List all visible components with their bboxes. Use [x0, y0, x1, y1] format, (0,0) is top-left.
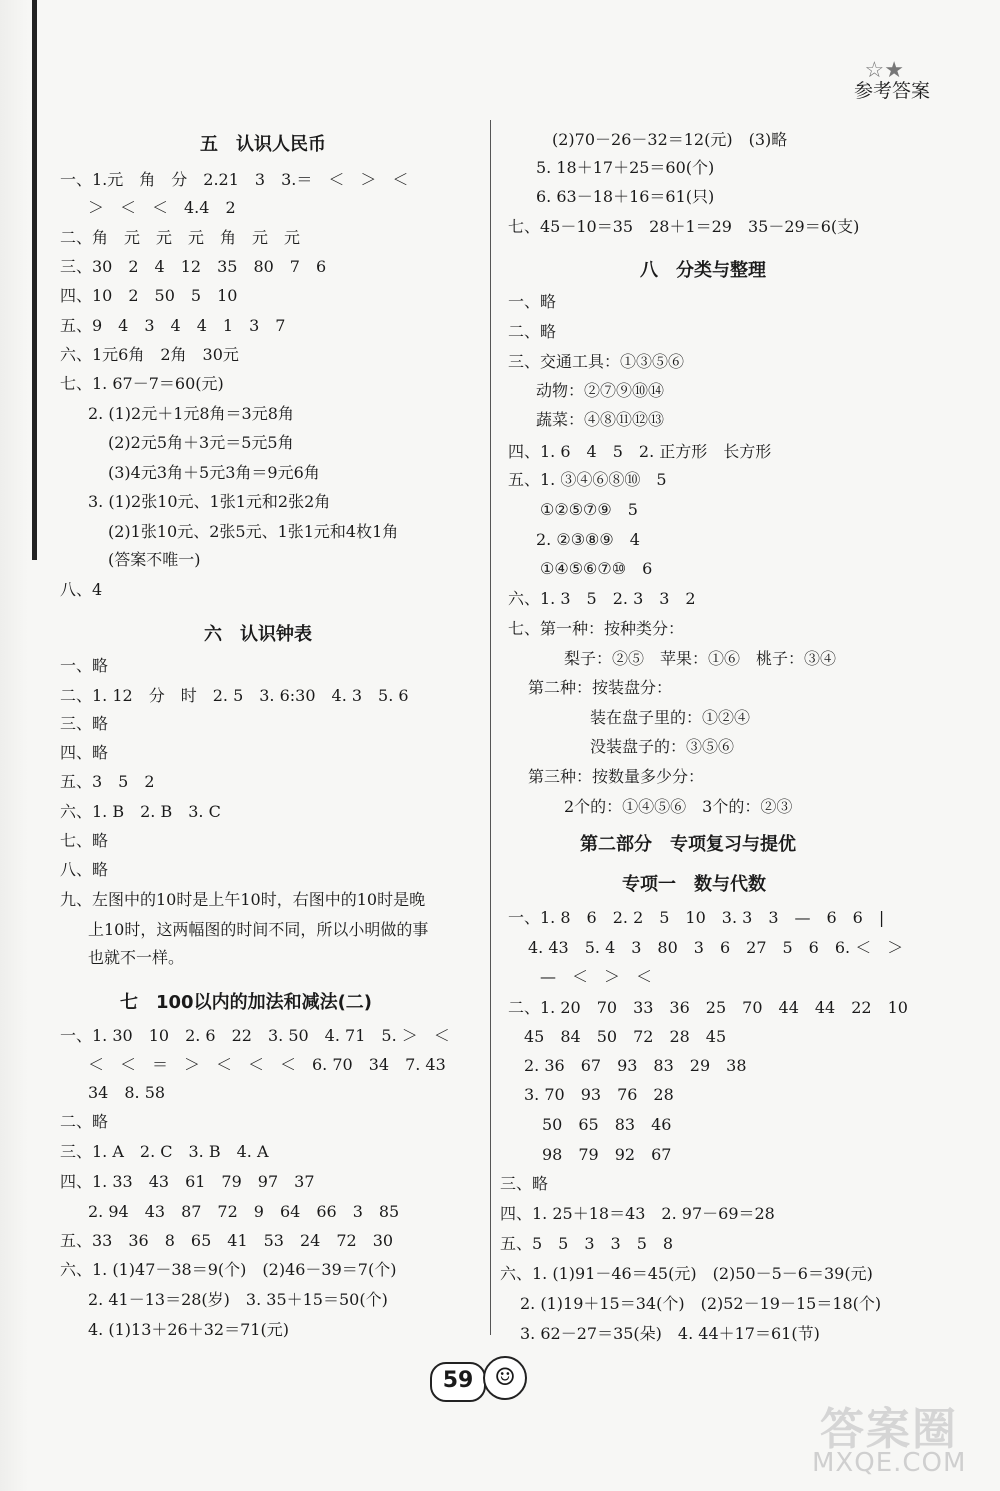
- section-title: 五 认识人民币: [200, 134, 326, 155]
- watermark-logo: 答案圈: [820, 1404, 958, 1455]
- answer-line: 三、略: [500, 1174, 549, 1193]
- answer-line: 九、左图中的10时是上午10时，右图中的10时是晚: [60, 890, 426, 909]
- page-binding-edge: [0, 0, 28, 1491]
- answer-line: 2. (1)19＋15＝34(个) (2)52－19－15＝18(个): [520, 1294, 882, 1313]
- answer-line: 2. 41－13＝28(岁) 3. 35＋15＝50(个): [88, 1290, 388, 1309]
- answer-line: 七、1. 67－7＝60(元): [60, 374, 224, 393]
- section-title: 七 100以内的加法和减法(二): [120, 992, 373, 1013]
- answer-line: 2. 36 67 93 83 29 38: [524, 1056, 747, 1075]
- answer-line: 没装盘子的：③⑤⑥: [590, 737, 735, 756]
- answer-line: 四、1. 6 4 5 2. 正方形 长方形: [508, 442, 772, 461]
- answer-line: 一、1. 8 6 2. 2 5 10 3. 3 3 — 6 6 |: [508, 908, 885, 927]
- answer-line: 45 84 50 72 28 45: [524, 1027, 727, 1046]
- answer-line: 6. 63－18＋16＝61(只): [536, 187, 715, 206]
- section-title: 第二部分 专项复习与提优: [580, 834, 796, 855]
- answer-line: 八、略: [60, 860, 109, 879]
- answer-line: 4. (1)13＋26＋32＝71(元): [88, 1320, 289, 1339]
- answer-line: 三、略: [60, 714, 109, 733]
- answer-line: 第二种：按装盘分：: [528, 678, 673, 697]
- answer-line: 动物：②⑦⑨⑩⑭: [536, 381, 665, 400]
- answer-line: ①④⑤⑥⑦⑩ 6: [540, 559, 653, 578]
- answer-line: 2个的：①④⑤⑥ 3个的：②③: [564, 797, 793, 816]
- binding-mark: [32, 0, 37, 560]
- answer-line: 50 65 83 46: [542, 1115, 672, 1134]
- answer-line: 3. 70 93 76 28: [524, 1085, 674, 1104]
- answer-line: 三、30 2 4 12 35 80 7 6: [60, 257, 327, 276]
- answer-line: 五、33 36 8 65 41 53 24 72 30: [60, 1231, 394, 1250]
- column-divider: [490, 120, 491, 1335]
- answer-line: 第三种：按数量多少分：: [528, 767, 705, 786]
- answer-line: 一、1.元 角 分 2.21 3 3.＝ ＜ ＞ ＜: [60, 170, 409, 189]
- answer-line: (2)1张10元、2张5元、1张1元和4枚1角: [108, 522, 399, 541]
- section-title: 八 分类与整理: [640, 260, 766, 281]
- answer-line: 3. (1)2张10元、1张1元和2张2角: [88, 492, 331, 511]
- answer-line: (答案不唯一): [108, 550, 201, 569]
- answer-line: 二、略: [60, 1112, 109, 1131]
- answer-line: 98 79 92 67: [542, 1145, 672, 1164]
- answer-line: 4. 43 5. 4 3 80 3 6 27 5 6 6. ＜ ＞: [528, 938, 904, 957]
- answer-line: 五、9 4 3 4 4 1 3 7: [60, 316, 286, 335]
- answer-line: 五、5 5 3 3 5 8: [500, 1234, 674, 1253]
- answer-line: 五、1. ③④⑥⑧⑩ 5: [508, 470, 667, 489]
- answer-line: ＜ ＜ ＝ ＞ ＜ ＜ ＜ 6. 70 34 7. 43: [88, 1055, 446, 1074]
- answer-line: (2)2元5角＋3元＝5元5角: [108, 433, 294, 452]
- section-title: 六 认识钟表: [204, 624, 312, 645]
- answer-line: 四、1. 33 43 61 79 97 37: [60, 1172, 315, 1191]
- answer-line: 六、1. (1)91－46＝45(元) (2)50－5－6＝39(元): [500, 1264, 873, 1283]
- answer-line: 四、略: [60, 743, 109, 762]
- watermark-url: MXQE.COM: [812, 1448, 967, 1478]
- answer-line: 二、角 元 元 元 角 元 元: [60, 228, 301, 247]
- answer-line: 六、1元6角 2角 30元: [60, 345, 239, 364]
- section-title: 专项一 数与代数: [622, 874, 766, 895]
- answer-line: 梨子：②⑤ 苹果：①⑥ 桃子：③④: [564, 649, 837, 668]
- answer-line: (2)70－26－32＝12(元) (3)略: [552, 130, 788, 149]
- answer-line: 四、1. 25＋18＝43 2. 97－69＝28: [500, 1204, 775, 1223]
- answer-line: 2. (1)2元＋1元8角＝3元8角: [88, 404, 294, 423]
- answer-line: 三、交通工具：①③⑤⑥: [508, 352, 685, 371]
- answer-line: (3)4元3角＋5元3角＝9元6角: [108, 463, 320, 482]
- page-number: 59: [430, 1362, 486, 1402]
- answer-line: 34 8. 58: [88, 1083, 166, 1102]
- answer-line: 3. 62－27＝35(朵) 4. 44＋17＝61(节): [520, 1324, 820, 1343]
- answer-line: 七、45－10＝35 28＋1＝29 35－29＝6(支): [508, 217, 860, 236]
- answer-line: 也就不一样。: [88, 948, 185, 967]
- answer-line: 蔬菜：④⑧⑪⑫⑬: [536, 410, 665, 429]
- answer-line: 四、10 2 50 5 10: [60, 286, 238, 305]
- answer-line: 二、1. 20 70 33 36 25 70 44 44 22 10: [508, 998, 908, 1017]
- answer-line: 一、略: [60, 656, 109, 675]
- answer-line: 2. ②③⑧⑨ 4: [536, 530, 640, 549]
- answer-line: 七、略: [60, 831, 109, 850]
- answer-line: 六、1. 3 5 2. 3 3 2: [508, 589, 696, 608]
- page-header: 参考答案: [853, 80, 930, 102]
- answer-line: 二、1. 12 分 时 2. 5 3. 6:30 4. 3 5. 6: [60, 686, 409, 705]
- answer-line: ①②⑤⑦⑨ 5: [540, 500, 638, 519]
- answer-line: 2. 94 43 87 72 9 64 66 3 85: [88, 1202, 400, 1221]
- answer-line: 5. 18＋17＋25＝60(个): [536, 158, 715, 177]
- answer-line: — ＜ ＞ ＜: [540, 967, 653, 986]
- answer-line: 二、略: [508, 322, 557, 341]
- bee-mascot-icon: ☺: [483, 1356, 527, 1400]
- answer-line: 六、1. B 2. B 3. C: [60, 802, 221, 821]
- star-decoration-icon: ☆★: [864, 58, 904, 83]
- answer-line: 七、第一种：按种类分：: [508, 619, 685, 638]
- answer-line: 八、4: [60, 580, 103, 599]
- answer-line: 装在盘子里的：①②④: [590, 708, 751, 727]
- answer-line: 一、1. 30 10 2. 6 22 3. 50 4. 71 5. ＞ ＜: [60, 1026, 450, 1045]
- answer-line: 一、略: [508, 292, 557, 311]
- answer-line: 上10时，这两幅图的时间不同，所以小明做的事: [88, 920, 429, 939]
- answer-line: 六、1. (1)47－38＝9(个) (2)46－39＝7(个): [60, 1260, 397, 1279]
- answer-line: 三、1. A 2. C 3. B 4. A: [60, 1142, 269, 1161]
- answer-line: 五、3 5 2: [60, 772, 155, 791]
- answer-line: ＞ ＜ ＜ 4.4 2: [88, 198, 236, 217]
